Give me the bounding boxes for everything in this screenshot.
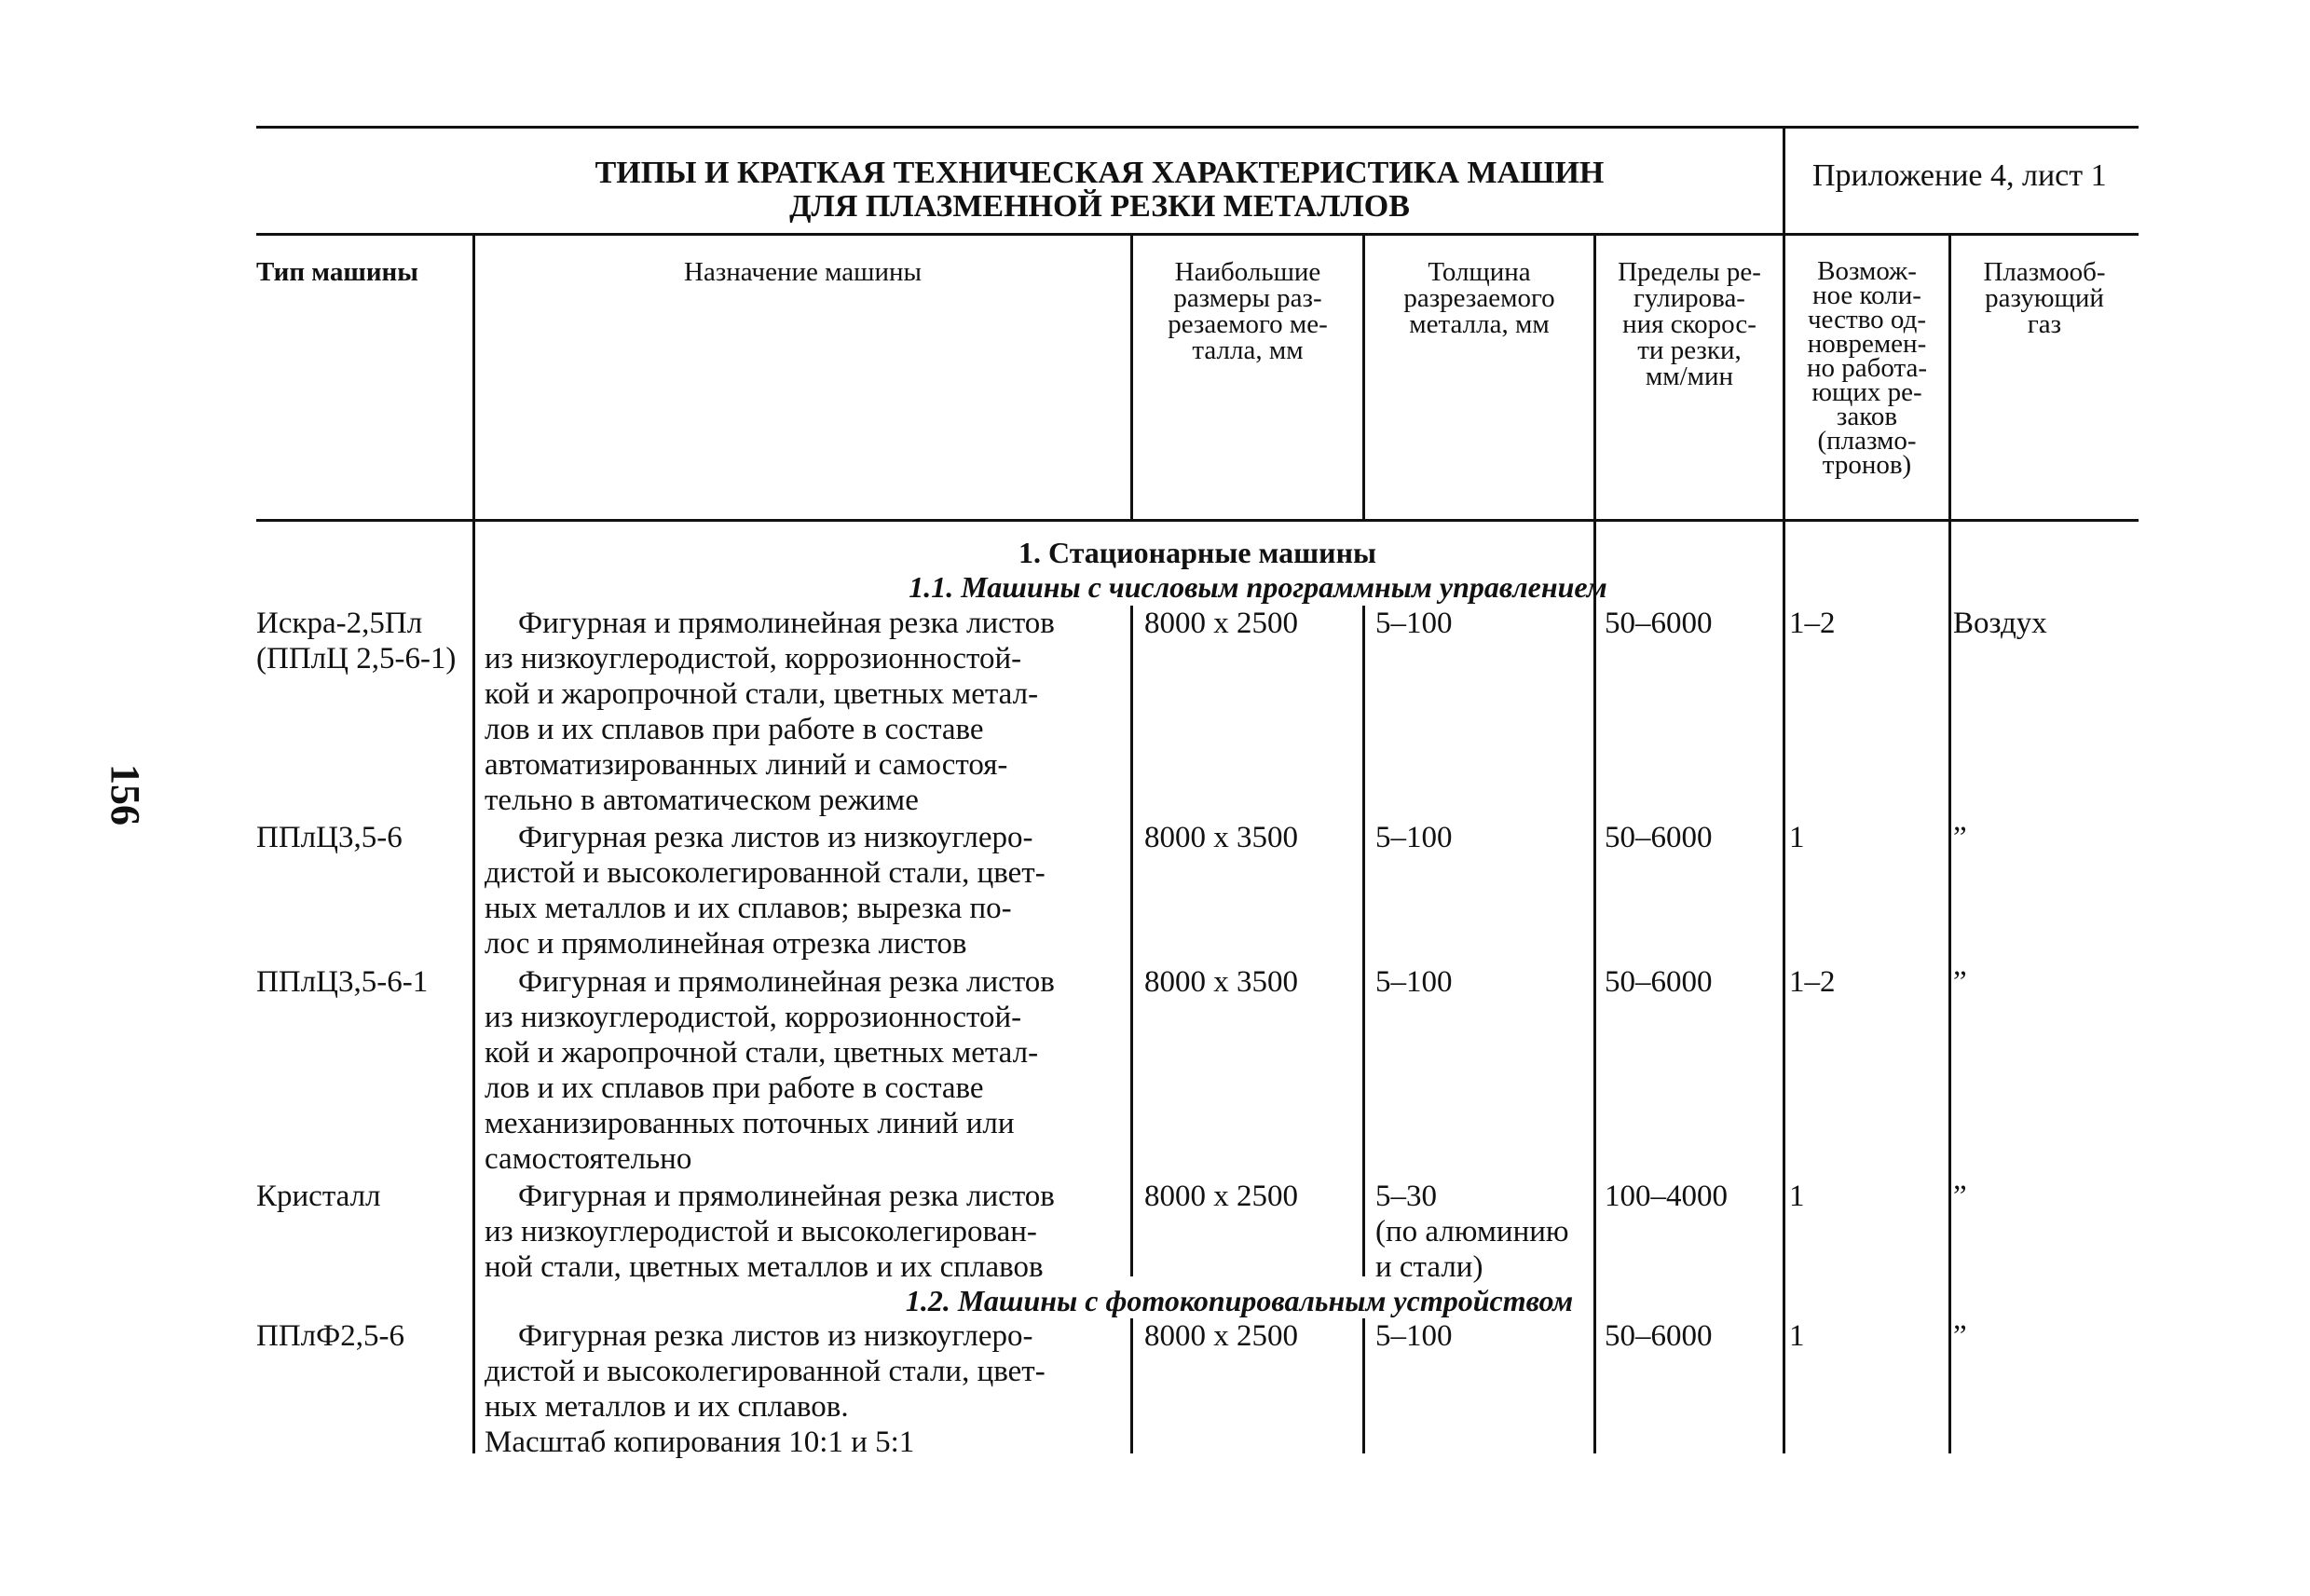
divider-cutters [1948, 233, 1951, 1453]
machine-type-line: (ППлЦ 2,5-6-1) [256, 642, 457, 675]
column-header-line: металла, мм [1409, 309, 1550, 339]
speed-range-line: 50–6000 [1605, 821, 1713, 854]
column-header-line: резаемого ме- [1168, 309, 1328, 339]
cut-thickness [1375, 1179, 1590, 1285]
machine-purpose [485, 1179, 1128, 1285]
machine-purpose-line: из низкоуглеродистой, коррозионностой- [485, 642, 1022, 675]
machine-purpose-line: тельно в автоматическом режиме [485, 784, 919, 817]
cut-thickness-line: и стали) [1375, 1250, 1483, 1284]
column-header-line: Наибольшие [1174, 257, 1321, 287]
column-header-line: заков [1836, 402, 1898, 431]
max-cut-size-line: 8000 x 2500 [1144, 1319, 1298, 1353]
column-header-line: Пределы ре- [1618, 257, 1761, 287]
machine-purpose-line: Фигурная и прямолинейная резка листов [518, 607, 1055, 640]
machine-type-line: ППлЦ3,5-6 [256, 821, 403, 854]
column-header-line: Назначение машины [684, 257, 922, 287]
machine-purpose-line: самостоятельно [485, 1142, 692, 1176]
cut-thickness-line: 5–100 [1375, 1319, 1453, 1353]
max-cut-size [1144, 820, 1359, 855]
column-header-speed [1596, 259, 1783, 389]
cutter-count-line: 1 [1789, 1180, 1805, 1213]
machine-purpose [485, 964, 1128, 1177]
table-title [447, 157, 1752, 224]
max-cut-size-line: 8000 x 3500 [1144, 965, 1298, 999]
column-header-gas [1951, 259, 2138, 337]
column-header-line: но работа- [1806, 353, 1928, 383]
cutter-count [1789, 606, 1943, 641]
plasma-gas [1953, 820, 2135, 855]
machine-type-line: ППлЦ3,5-6-1 [256, 965, 429, 999]
plasma-gas-line: ” [1953, 1180, 1967, 1213]
cut-thickness [1375, 606, 1590, 641]
machine-purpose-line: Фигурная и прямолинейная резка листов [518, 1180, 1055, 1213]
speed-range [1605, 964, 1777, 1000]
page-number: 156 [103, 764, 148, 825]
column-header-line: разующий [1985, 283, 2104, 313]
machine-purpose-line: Фигурная и прямолинейная резка листов [518, 965, 1055, 999]
divider-thickness [1593, 233, 1596, 1453]
max-cut-size-line: 8000 x 3500 [1144, 821, 1298, 854]
machine-purpose-line: дистой и высоколегированной стали, цвет- [485, 1355, 1046, 1388]
speed-range [1605, 820, 1777, 855]
column-header-line: гулирова- [1633, 283, 1745, 313]
cut-thickness [1375, 1318, 1590, 1354]
appendix-label: Приложение 4, лист 1 [1812, 158, 2107, 193]
column-header-line: разрезаемого [1403, 283, 1555, 313]
column-header-rule [256, 519, 2139, 522]
column-header-line: Плазмооб- [1983, 257, 2106, 287]
column-header-line: ти резки, [1637, 335, 1742, 365]
cut-thickness-line: (по алюминию [1375, 1215, 1569, 1248]
machine-purpose-line: кой и жаропрочной стали, цветных метал- [485, 1036, 1039, 1070]
column-header-line: ное коли- [1812, 280, 1921, 310]
divider-type [472, 233, 475, 1453]
machine-type [256, 1318, 472, 1354]
plasma-gas [1953, 606, 2135, 641]
machine-type [256, 820, 472, 855]
column-header-line: (плазмо- [1817, 426, 1917, 456]
plasma-gas [1953, 1318, 2135, 1354]
column-header-line: Толщина [1428, 257, 1531, 287]
machine-type [256, 964, 472, 1000]
max-cut-size [1144, 1179, 1359, 1214]
section-heading-stationary: 1. Стационарные машины [1018, 536, 1376, 569]
max-cut-size [1144, 964, 1359, 1000]
speed-range-line: 50–6000 [1605, 1319, 1713, 1353]
machine-type-line: ППлФ2,5-6 [256, 1319, 404, 1353]
speed-range-line: 50–6000 [1605, 965, 1713, 999]
column-header-line: газ [2027, 309, 2062, 339]
machine-purpose [485, 820, 1128, 962]
speed-range-line: 100–4000 [1605, 1180, 1728, 1213]
plasma-gas [1953, 964, 2135, 1000]
divider-purpose-body-2 [1130, 1318, 1133, 1453]
max-cut-size [1144, 1318, 1359, 1354]
cutter-count [1789, 1179, 1943, 1214]
column-header-line: мм/мин [1645, 361, 1734, 391]
column-header-line: тронов) [1822, 450, 1912, 480]
plasma-gas-line: ” [1953, 821, 1967, 854]
column-header-line: чество од- [1807, 305, 1927, 334]
machine-type-line: Искра-2,5Пл [256, 607, 423, 640]
cutter-count [1789, 820, 1943, 855]
cutter-count-line: 1 [1789, 821, 1805, 854]
max-cut-size-line: 8000 x 2500 [1144, 607, 1298, 640]
machine-purpose-line: кой и жаропрочной стали, цветных метал- [485, 677, 1039, 711]
column-header-line: Возмож- [1817, 256, 1917, 286]
machine-type-line: Кристалл [256, 1180, 381, 1213]
machine-purpose-line: лос и прямолинейная отрезка листов [485, 927, 967, 961]
machine-purpose-line: ных металлов и их сплавов. [485, 1390, 849, 1424]
speed-range [1605, 1179, 1777, 1214]
max-cut-size [1144, 606, 1359, 641]
top-rule [256, 126, 2139, 129]
speed-range [1605, 606, 1777, 641]
title-line-2: ДЛЯ ПЛАЗМЕННОЙ РЕЗКИ МЕТАЛЛОВ [789, 189, 1410, 224]
column-header-line: ния скорос- [1622, 309, 1756, 339]
column-header-thickness [1365, 259, 1593, 337]
machine-purpose-line: из низкоуглеродистой и высоколегирован- [485, 1215, 1037, 1248]
column-header-line: размеры раз- [1173, 283, 1322, 313]
column-header-type [256, 259, 472, 285]
plasma-gas-line: ” [1953, 965, 1967, 999]
cut-thickness [1375, 820, 1590, 855]
cutter-count-line: 1–2 [1789, 965, 1836, 999]
subsection-heading-cnc: 1.1. Машины с числовым программным управлением [909, 570, 1607, 604]
machine-purpose-line: механизированных поточных линий или [485, 1107, 1015, 1140]
cut-thickness-line: 5–30 [1375, 1180, 1437, 1213]
machine-purpose-line: ных металлов и их сплавов; вырезка по- [485, 892, 1012, 925]
machine-purpose [485, 606, 1128, 818]
column-header-purpose [475, 259, 1130, 285]
speed-range [1605, 1318, 1777, 1354]
machine-purpose-line: дистой и высоколегированной стали, цвет- [485, 856, 1046, 890]
header-rule [256, 233, 2139, 236]
subsection-heading-photocopy: 1.2. Машины с фотокопировальным устройством [905, 1284, 1574, 1317]
max-cut-size-line: 8000 x 2500 [1144, 1180, 1298, 1213]
cut-thickness [1375, 964, 1590, 1000]
plasma-gas-line: Воздух [1953, 607, 2047, 640]
cutter-count [1789, 1318, 1943, 1354]
cut-thickness-line: 5–100 [1375, 607, 1453, 640]
machine-purpose-line: Фигурная резка листов из низкоуглеро- [518, 1319, 1033, 1353]
column-header-line: новремен- [1807, 329, 1927, 359]
cutter-count-line: 1 [1789, 1319, 1805, 1353]
machine-purpose-line: Масштаб копирования 10:1 и 5:1 [485, 1425, 915, 1459]
machine-purpose-line: лов и их сплавов при работе в составе [485, 713, 984, 746]
divider-size-body-2 [1362, 1318, 1365, 1453]
column-header-cutters [1785, 256, 1948, 480]
machine-purpose-line: автоматизированных линий и самостоя- [485, 748, 1008, 782]
divider-size-body-1 [1362, 606, 1365, 1276]
divider-purpose-body-1 [1130, 606, 1133, 1276]
cut-thickness-line: 5–100 [1375, 965, 1453, 999]
cut-thickness-line: 5–100 [1375, 821, 1453, 854]
machine-type [256, 606, 472, 676]
column-header-line: ющих ре- [1811, 377, 1922, 407]
column-header-line: Тип машины [256, 257, 418, 287]
machine-purpose-line: Фигурная резка листов из низкоуглеро- [518, 821, 1033, 854]
title-line-1: ТИПЫ И КРАТКАЯ ТЕХНИЧЕСКАЯ ХАРАКТЕРИСТИКА МАШИН [595, 156, 1605, 190]
speed-range-line: 50–6000 [1605, 607, 1713, 640]
machine-purpose-line: лов и их сплавов при работе в составе [485, 1071, 984, 1105]
machine-purpose-line: из низкоуглеродистой, коррозионностой- [485, 1001, 1022, 1034]
machine-purpose-line: ной стали, цветных металлов и их сплавов [485, 1250, 1044, 1284]
plasma-gas [1953, 1179, 2135, 1214]
cutter-count [1789, 964, 1943, 1000]
column-header-line: талла, мм [1192, 335, 1304, 365]
machine-type [256, 1179, 472, 1214]
machine-purpose [485, 1318, 1128, 1460]
cutter-count-line: 1–2 [1789, 607, 1836, 640]
plasma-gas-line: ” [1953, 1319, 1967, 1353]
column-header-size [1133, 259, 1362, 363]
